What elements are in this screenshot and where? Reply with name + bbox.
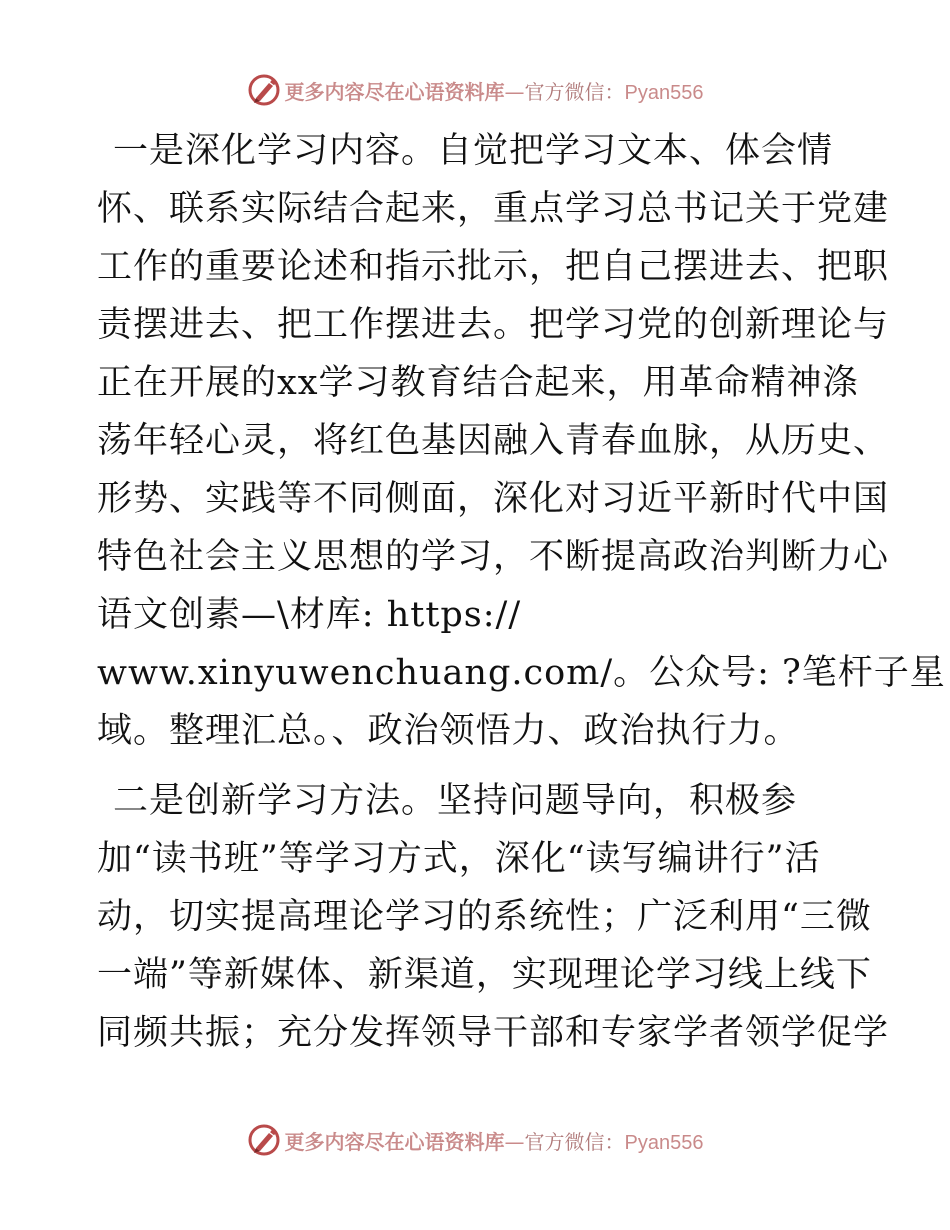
paragraph-line: 形势、实践等不同侧面，深化对习近平新时代中国 (97, 479, 890, 519)
paragraph-line: 特色社会主义思想的学习，不断提高政治判断力心 (97, 537, 890, 577)
footer-label: 官方微信： (524, 1129, 625, 1154)
header-dash: — (504, 79, 525, 104)
paragraph-line: 正在开展的xx学习教育结合起来，用革命精神涤 (97, 363, 859, 403)
header-wechat-id: Pyan556 (624, 81, 704, 104)
paragraph-line: 动，切实提高理论学习的系统性；广泛利用“三微 (97, 897, 872, 937)
header-banner (0, 72, 950, 108)
pen-logo-icon (247, 1123, 281, 1157)
footer-main-text: 更多内容尽在心语资料库 (284, 1129, 505, 1154)
paragraph-line: www.xinyuwenchuang.com/。公众号: ?笔杆子星 (97, 653, 946, 693)
paragraph-line: 同频共振；充分发挥领导干部和专家学者领学促学 (97, 1013, 890, 1053)
paragraph-line: 怀、联系实际结合起来，重点学习总书记关于党建 (97, 189, 890, 229)
header-label: 官方微信： (524, 79, 625, 104)
paragraph-line: 一是深化学习内容。自觉把学习文本、体会情 (113, 131, 834, 171)
paragraph-line: 加“读书班”等学习方式，深化“读写编讲行”活 (97, 839, 821, 879)
paragraph-line: 域。整理汇总。、政治领悟力、政治执行力。 (97, 711, 800, 751)
footer-banner (0, 1122, 950, 1158)
paragraph-line: 二是创新学习方法。坚持问题导向，积极参 (113, 781, 798, 821)
paragraph-line: 荡年轻心灵，将红色基因融入青春血脉，从历史、 (97, 421, 890, 461)
footer-text (285, 1126, 704, 1155)
paragraph-2 (97, 772, 890, 1062)
paragraph-line: 语文创素—\材库: https:// (97, 595, 522, 635)
paragraph-line: 一端”等新媒体、新渠道，实现理论学习线上线下 (97, 955, 872, 995)
paragraph-1 (97, 122, 946, 760)
header-main-text: 更多内容尽在心语资料库 (284, 79, 505, 104)
paragraph-line: 工作的重要论述和指示批示，把自己摆进去、把职 (97, 247, 890, 287)
document-body (97, 122, 946, 1062)
footer-wechat-id: Pyan556 (624, 1131, 704, 1154)
paragraph-line: 责摆进去、把工作摆进去。把学习党的创新理论与 (97, 305, 890, 345)
footer-dash: — (504, 1129, 525, 1154)
header-text (285, 76, 704, 105)
pen-logo-icon (247, 73, 281, 107)
